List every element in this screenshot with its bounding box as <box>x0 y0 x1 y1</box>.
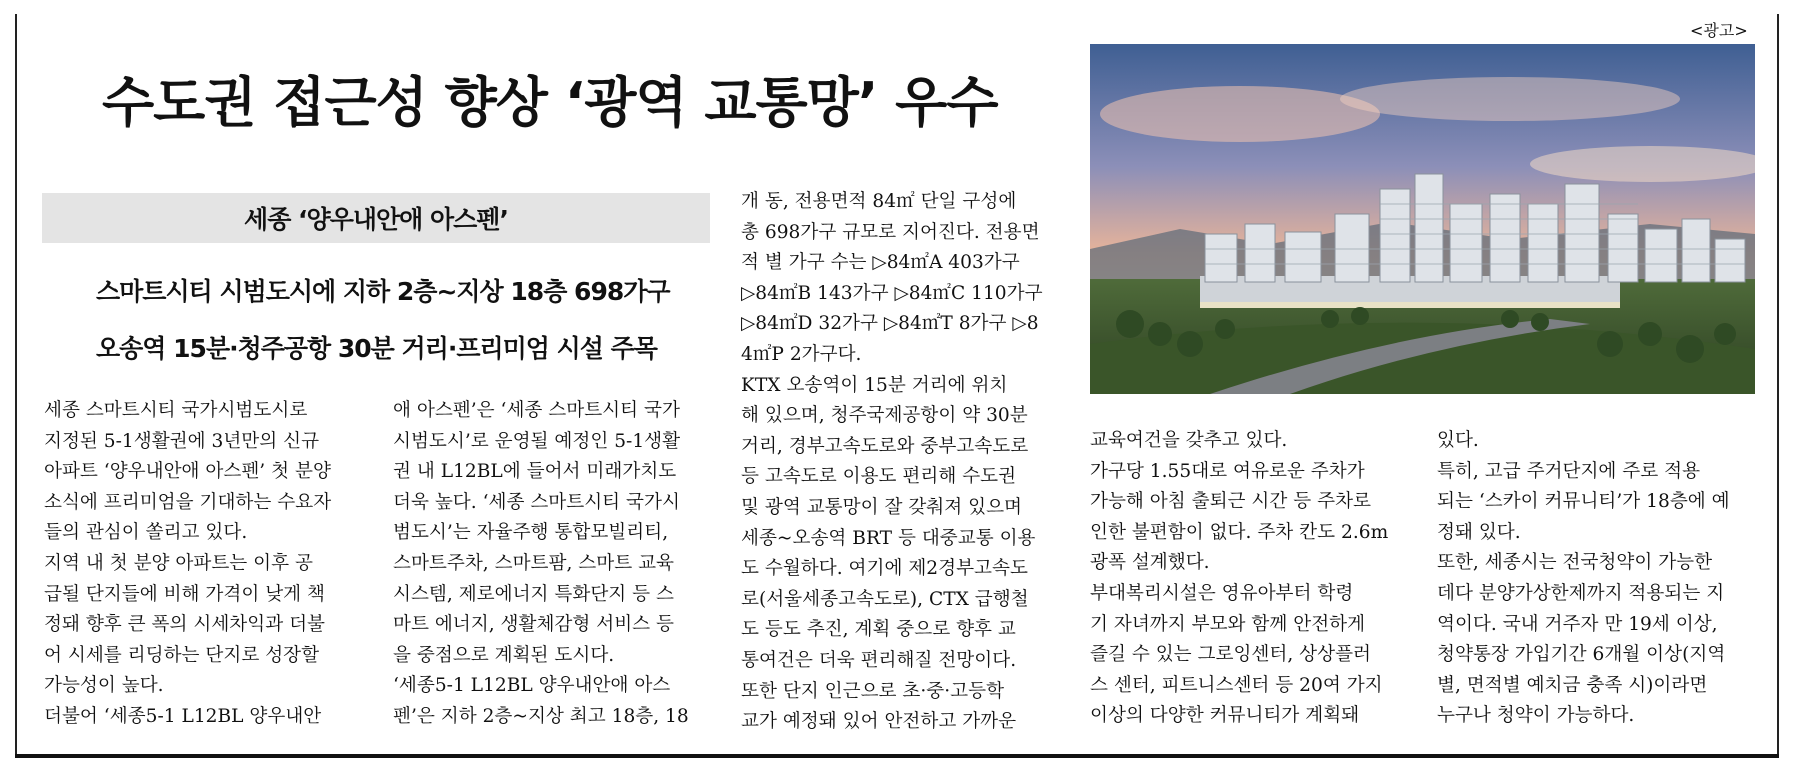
page-border-right <box>1777 14 1779 754</box>
page-border-left <box>15 14 17 754</box>
text-line: 마트 에너지, 생활체감형 서비스 등 <box>393 614 675 636</box>
text-line: 도 등도 추진, 계획 중으로 향후 교 <box>741 619 1016 641</box>
text-line: 적 별 가구 수는 ▷84㎡A 403가구 <box>741 252 1020 274</box>
text-line: 누구나 청약이 가능하다. <box>1437 705 1635 727</box>
text-line: 통여건은 더욱 편리해질 전망이다. <box>741 649 1017 671</box>
text-line: 들의 관심이 쏠리고 있다. <box>44 522 248 544</box>
text-line: 어 시세를 리딩하는 단지로 성장할 <box>44 644 320 666</box>
ad-label: <광고> <box>1690 21 1748 40</box>
text-line: 스 센터, 피트니스센터 등 20여 가지 <box>1090 674 1383 696</box>
text-line: 총 698가구 규모로 지어진다. 전용면 <box>741 221 1040 243</box>
text-line: 급될 단지들에 비해 가격이 낮게 책 <box>44 583 326 605</box>
page-border-bottom <box>15 754 1779 758</box>
label-box <box>42 193 710 243</box>
text-line: 4㎡P 2가구다. <box>741 343 862 365</box>
text-line: 시스템, 제로에너지 특화단지 등 스 <box>393 583 675 605</box>
headline: 수도권 접근성 향상 ‘광역 교통망’ 우수 <box>102 71 998 134</box>
text-line: 지정된 5-1생활권에 3년만의 신규 <box>44 430 320 452</box>
text-line: 또한, 세종시는 전국청약이 가능한 <box>1437 552 1713 574</box>
text-line: 있다. <box>1437 430 1479 451</box>
text-line: 더불어 ‘세종5-1 L12BL 양우내안 <box>44 705 322 727</box>
text-line: 정돼 있다. <box>1437 521 1521 543</box>
label-text: 세종 ‘양우내안애 아스펜’ <box>244 205 508 234</box>
article-column <box>741 187 1043 738</box>
text-line: ‘세종5-1 L12BL 양우내안애 아스 <box>393 675 671 697</box>
text-line: 역이다. 국내 거주자 만 19세 이상, <box>1437 613 1718 635</box>
text-line: 이상의 다양한 커뮤니티가 계획돼 <box>1090 705 1360 727</box>
text-line: 가능해 아침 출퇴근 시간 등 주차로 <box>1090 491 1372 513</box>
text-line: 아파트 ‘양우내안애 아스펜’ 첫 분양 <box>44 461 331 483</box>
article-column <box>1437 426 1730 732</box>
text-line: 개 동, 전용면적 84㎡ 단일 구성에 <box>741 191 1017 212</box>
text-line: 가구당 1.55대로 여유로운 주차가 <box>1090 460 1365 482</box>
text-line: 애 아스펜’은 ‘세종 스마트시티 국가 <box>393 400 680 421</box>
article-column <box>393 396 689 733</box>
text-line: 로(서울세종고속도로), CTX 급행철 <box>741 588 1029 610</box>
text-line: 광폭 설계했다. <box>1090 552 1210 574</box>
subhead: 스마트시티 시범도시에 지하 2층~지상 18층 698가구 <box>96 277 670 306</box>
text-line: 부대복리시설은 영유아부터 학령 <box>1090 582 1354 604</box>
text-line: 청약통장 가입기간 6개월 이상(지역 <box>1437 644 1726 666</box>
text-line: 데다 분양가상한제까지 적용되는 지 <box>1437 582 1725 604</box>
subhead: 오송역 15분·청주공항 30분 거리·프리미엄 시설 주목 <box>96 334 657 363</box>
text-line: 더욱 높다. ‘세종 스마트시티 국가시 <box>393 491 680 513</box>
text-line: 도 수월하다. 여기에 제2경부고속도 <box>741 558 1028 580</box>
text-line: 인한 불편함이 없다. 주차 칸도 2.6m <box>1090 521 1389 543</box>
text-line: 가능성이 높다. <box>44 675 164 697</box>
article-column <box>1090 426 1388 732</box>
text-line: 스마트주차, 스마트팜, 스마트 교육 <box>393 552 675 574</box>
text-line: 또한 단지 인근으로 초·중·고등학 <box>741 680 1005 702</box>
text-line: 지역 내 첫 분양 아파트는 이후 공 <box>44 552 313 574</box>
text-line: ▷84㎡D 32가구 ▷84㎡T 8가구 ▷8 <box>741 313 1039 335</box>
text-line: 별, 면적별 예치금 충족 시)이라면 <box>1437 674 1708 696</box>
article-column <box>44 396 331 733</box>
text-line: KTX 오송역이 15분 거리에 위치 <box>741 374 1008 396</box>
text-line: 되는 ‘스카이 커뮤니티’가 18층에 예 <box>1437 491 1730 513</box>
text-line: 등 고속도로 이용도 편리해 수도권 <box>741 466 1017 488</box>
apartment-rendering-image <box>1090 44 1755 394</box>
text-line: 기 자녀까지 부모와 함께 안전하게 <box>1090 613 1366 635</box>
text-line: 거리, 경부고속도로와 중부고속도로 <box>741 435 1029 457</box>
text-line: 시범도시’로 운영될 예정인 5-1생활 <box>393 430 681 452</box>
text-line: 특히, 고급 주거단지에 주로 적용 <box>1437 460 1701 482</box>
text-line: 정돼 향후 큰 폭의 시세차익과 더불 <box>44 614 326 636</box>
text-line: 세종~오송역 BRT 등 대중교통 이용 <box>741 527 1036 549</box>
text-line: 을 중점으로 계획된 도시다. <box>393 644 615 666</box>
text-line: 펜’은 지하 2층~지상 최고 18층, 18 <box>393 705 689 727</box>
text-line: 교가 예정돼 있어 안전하고 가까운 <box>741 711 1017 733</box>
text-line: 교육여건을 갖추고 있다. <box>1090 430 1288 451</box>
text-line: 해 있으며, 청주국제공항이 약 30분 <box>741 405 1028 427</box>
text-line: 세종 스마트시티 국가시범도시로 <box>44 400 308 421</box>
text-line: 범도시’는 자율주행 통합모빌리티, <box>393 522 669 544</box>
text-line: ▷84㎡B 143가구 ▷84㎡C 110가구 <box>741 282 1043 304</box>
text-line: 및 광역 교통망이 잘 갖춰져 있으며 <box>741 496 1023 518</box>
text-line: 즐길 수 있는 그로잉센터, 상상플러 <box>1090 644 1372 666</box>
text-line: 소식에 프리미엄을 기대하는 수요자 <box>44 491 332 513</box>
text-line: 권 내 L12BL에 들어서 미래가치도 <box>393 461 677 483</box>
